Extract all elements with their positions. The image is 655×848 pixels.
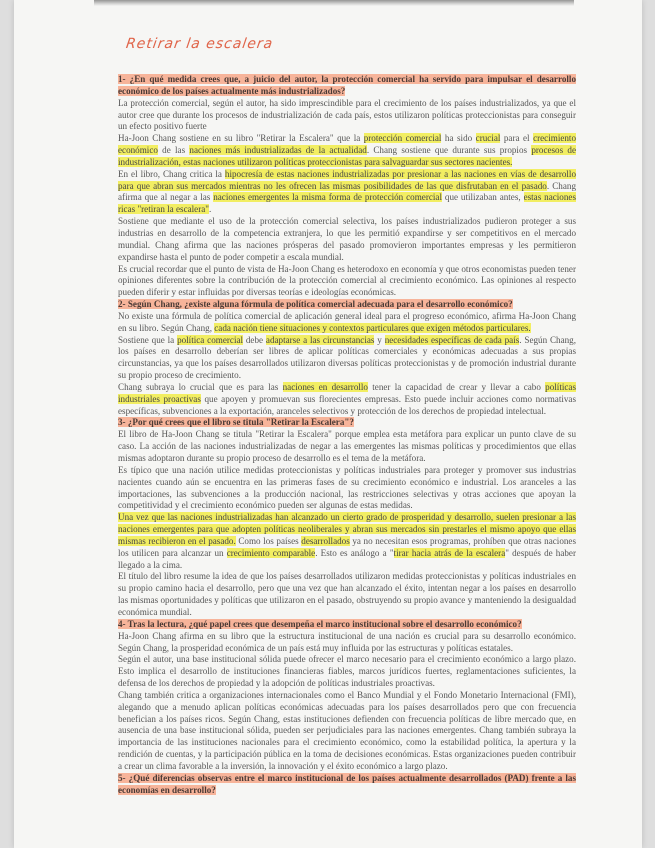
highlighted-text: crecimiento comparable [226, 547, 316, 558]
answer-paragraph [118, 571, 576, 618]
paragraph-text: Chang también critica a organizaciones internacionales como el Banco Mundial y el Fondo Monetario Internacional (FMI), alegando que a menudo aplican políticas económicas adecuadas para los países desarrollados pero que con frecuencia benefician a los países ricos. Según Chang, estas instituciones defienden con frecuencia políticas de libre mercado que, en ausencia de una base institucional sólida, pueden ser perjudiciales para las naciones emergentes. Chang también subraya la importancia de las instituciones nacionales para el crecimiento económico, como la estabilidad política, la apertura y la rendición de cuentas, y la participación pública en la toma de decisiones económicas. Estas organizaciones pueden contribuir a crear un clima favorable a la inversión, la innovación y el éxito económico a largo plazo. [118, 689, 576, 771]
paragraph-text: Sostiene que mediante el uso de la protección comercial selectiva, los países industrializados pudieron proteger a sus industrias en desarrollo de la competencia extranjera, lo que les permitió expandirse y ser competitivos en el mercado mundial. Chang afirma que las naciones prósperas del pasado promovieron importantes empresas y les permitieron expandirse hasta el punto de poder competir a escala mundial. [118, 216, 576, 262]
question-text: 3- ¿Por qué crees que el libro se titula "Retirar la Escalera"? [118, 417, 354, 428]
paragraph-text: Chang subraya lo crucial que es para las [118, 381, 283, 392]
scan-shadow [94, 0, 574, 6]
question-text: 4- Tras la lectura, ¿qué papel crees que desempeña el marco institucional sobre el desarrollo económico? [118, 618, 522, 629]
highlighted-text: crecimiento económico [118, 133, 576, 156]
paragraph-text: La protección comercial, según el autor, ha sido imprescindible para el crecimiento de los países industrializados, ya que el autor cree que durante los procesos de industrialización de cada país, estos utilizaron políticas proteccionistas para conseguir un efecto positivo fuerte [118, 97, 576, 132]
paragraph-text: Según el autor, una base institucional sólida puede ofrecer el marco necesario para el crecimiento económico a largo plazo. Esto implica el desarrollo de instituciones financieras fiables, marcos jurídicos fuertes, reglamentaciones suficientes, la defensa de los derechos de propiedad y la adopción de políticas industriales proactivas. [118, 654, 576, 689]
paragraph-text: Como los países [235, 535, 302, 546]
highlighted-text: cada nación tiene situaciones y contextos particulares que exigen métodos particulares. [214, 322, 531, 333]
paragraph-text: El libro de Ha-Joon Chang se titula "Retirar la Escalera" porque emplea esta metáfora para explicar un punto clave de su caso. La acción de las naciones industrializadas de negar a las emergentes las mismas políticas y procedimientos que ellas mismas adoptaron durante su propio proceso de desarrollo es el tema de la metáfora. [118, 429, 576, 463]
answer-paragraph [118, 311, 576, 335]
paragraph-text: Sostiene que la [118, 334, 178, 345]
question-heading [118, 299, 576, 311]
document-body [118, 74, 576, 796]
answer-paragraph [118, 169, 576, 216]
highlighted-text: crucial [475, 133, 501, 144]
question-text: 1- ¿En qué medida crees que, a juicio del autor, la protección comercial ha servido para impulsar el desarrollo económico de los países actualmente más industrializados? [118, 74, 576, 96]
highlighted-text: naciones más industrializadas de la actualidad [189, 145, 367, 156]
answer-paragraph [118, 335, 576, 382]
highlighted-text: Una vez que las naciones industrializadas han alcanzado un cierto grado de prosperidad y desarrollo, suelen presionar a las naciones emergentes para que adopten políticas neoliberales y abran sus mercados sin prestarles el mismo apoyo que ellas mismas recibieron en el pasado. [118, 512, 576, 546]
paragraph-text: . Chang afirma que al negar a las [118, 180, 576, 203]
handwritten-title: Retirar la escalera [124, 36, 275, 52]
question-heading [118, 417, 576, 429]
paragraph-text: tener la capacidad de crear y llevar a cabo [367, 381, 546, 392]
highlighted-text: procesos de industrialización, estas naciones utilizaron políticas proteccionistas para salvaguardar sus sectores nacientes. [118, 145, 577, 167]
paragraph-text: . Según Chang, los países en desarrollo deberían ser libres de aplicar políticas comerciales y económicas adecuadas a sus propias circunstancias, ya que los países desarrollados utilizaron diversas políticas proteccionistas y de promoción industrial durante su propio proceso de crecimiento. [118, 334, 576, 381]
highlighted-text: hipocresía de estas naciones industrializadas por presionar a las naciones en vías de desarrollo para que abran sus mercados mientras no les ofrecen las mismas posibilidades de las que disfrutaban en el pasado [118, 168, 576, 191]
highlighted-text: naciones en desarrollo [282, 381, 368, 392]
highlighted-text: necesidades específicas de cada país [384, 334, 520, 345]
paragraph-text: Ha-Joon Chang sostiene en su libro "Retirar la Escalera" que la [118, 133, 364, 144]
answer-paragraph [118, 429, 576, 465]
answer-paragraph [118, 654, 576, 690]
paragraph-text: y [374, 334, 385, 345]
paragraph-text: Es típico que una nación utilice medidas proteccionistas y políticas industriales para proteger y promover sus industrias nacientes cuando aún se encuentra en las primeras fases de su crecimiento económico e industrial. Los aranceles a las importaciones, las subvenciones a la producción nacional, las restricciones selectivas y otras acciones que apoyan la competitividad y el crecimiento económico pueden ser algunas de estas medidas. [118, 464, 576, 511]
answer-paragraph [118, 382, 576, 418]
document-page [14, 0, 642, 848]
highlighted-text: estas naciones ricas "retiran la escalera" [118, 192, 576, 215]
answer-paragraph [118, 512, 576, 571]
highlighted-text: política comercial [177, 334, 244, 345]
highlighted-text: tirar hacia atrás de la escalera [393, 547, 506, 558]
paragraph-text: . Esto es análogo a " [315, 547, 394, 558]
answer-paragraph [118, 216, 576, 263]
highlighted-text: naciones emergentes la misma forma de protección comercial [213, 192, 442, 203]
paragraph-text: . Chang sostiene que durante sus propios [366, 145, 532, 156]
paragraph-text: que apoyen y promuevan sus florecientes empresas. Esto puede incluir acciones como normativas específicas, subvenciones a la exportación, aranceles selectivos y protección de los derechos de propiedad intelectual. [118, 393, 576, 416]
answer-paragraph [118, 631, 576, 655]
paragraph-text: que utilizaban antes, [441, 192, 524, 203]
paragraph-text: El título del libro resume la idea de que los países desarrollados utilizaron medidas proteccionistas y políticas industriales en su propio camino hacia el desarrollo, pero que una vez que han alcanzado el éxito, intentan negar a los países en desarrollo las mismas oportunidades y políticas que utilizaron en el pasado, obstruyendo su propio avance y manteniendo la desigualdad económica mundial. [118, 571, 576, 617]
paragraph-text: de las [157, 145, 190, 156]
highlighted-text: protección comercial [363, 133, 442, 144]
question-heading [118, 773, 576, 797]
paragraph-text: ha sido [441, 133, 476, 144]
answer-paragraph [118, 264, 576, 300]
answer-paragraph [118, 465, 576, 512]
answer-paragraph [118, 133, 576, 169]
paragraph-text: Ha-Joon Chang afirma en su libro que la estructura institucional de una nación es crucial para su desarrollo económico. Según Chang, la prosperidad económica de un país está muy influida por las estructuras y políticas estatales. [118, 630, 576, 653]
paragraph-text: " después de haber llegado a la cima. [118, 547, 577, 570]
paragraph-text: para el [500, 133, 534, 144]
highlighted-text: desarrollados [301, 535, 350, 546]
answer-paragraph [118, 98, 576, 134]
paragraph-text: En el libro, Chang critica la [118, 168, 225, 179]
highlighted-text: adaptarse a las circunstancias [265, 334, 375, 345]
answer-paragraph [118, 690, 576, 773]
paragraph-text: Es crucial recordar que el punto de vista de Ha-Joon Chang es heterodoxo en economía y que otros economistas pueden tener opiniones diferentes sobre la contribución de la protección comercial al crecimiento económico. Las opiniones al respecto pueden diferir y estar influidas por diversas teorías e ideologías económicas. [118, 263, 576, 298]
question-heading [118, 619, 576, 631]
paragraph-text: No existe una fórmula de política comercial de aplicación general ideal para el progreso económico, afirma Ha-Joon Chang en su libro. Según Chang, [118, 310, 576, 333]
paragraph-text: debe [243, 334, 266, 345]
question-text: 5- ¿Qué diferencias observas entre el marco institucional de los países actualmente desarrollados (PAD) frente a las economías en desarrollo? [118, 772, 576, 795]
paragraph-text: . [208, 204, 212, 215]
question-text: 2- Según Chang, ¿existe alguna fórmula de política comercial adecuada para el desarrollo económico? [118, 299, 513, 310]
question-heading [118, 74, 576, 98]
highlighted-text: políticas industriales proactivas [118, 381, 576, 404]
paragraph-text: ya no necesitan esos programas, prohíben que otras naciones los utilicen para alcanzar un [118, 535, 576, 558]
